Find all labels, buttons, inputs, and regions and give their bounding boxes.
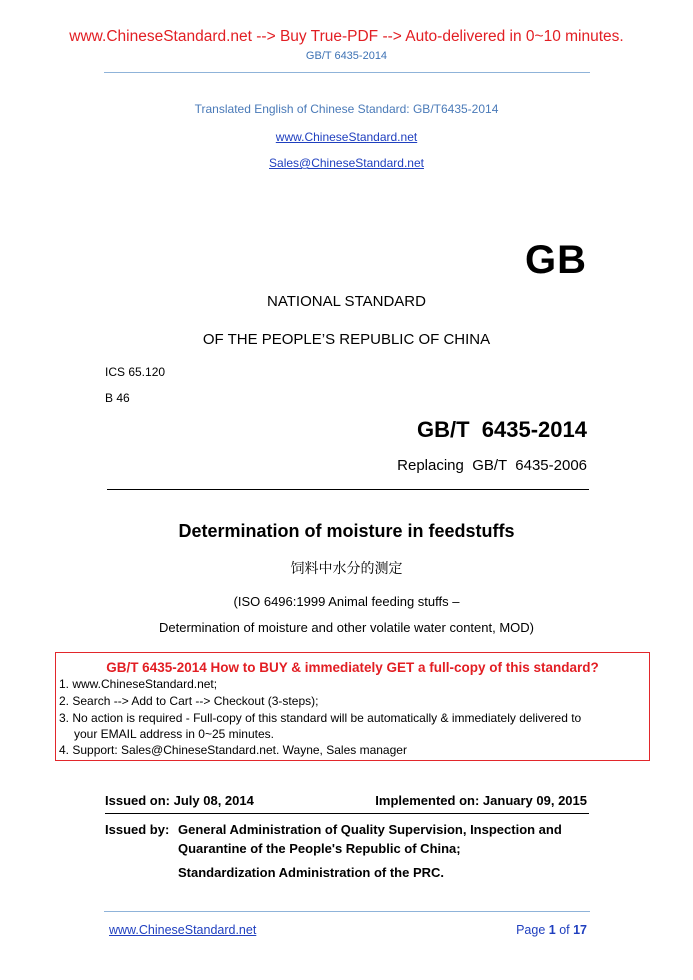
title-divider — [107, 489, 589, 490]
issuer-aqsiq-line2: Quarantine of the People's Republic of China; — [178, 841, 461, 856]
standard-number: GB/T 6435-2014 — [417, 417, 587, 442]
iso-reference-line2: Determination of moisture and other volatile water content, MOD) — [158, 620, 534, 635]
purchase-info-box — [55, 652, 650, 761]
issuer-sac: Standardization Administration of the PRC. — [178, 865, 445, 880]
purchase-step-3: 3. No action is required - Full-copy of this standard will be automatically & immediately delivered to — [59, 711, 582, 725]
email-link-wrapper — [0, 156, 693, 170]
website-link-wrapper — [0, 130, 693, 144]
purchase-step-3-continuation: your EMAIL address in 0~25 minutes. — [74, 727, 274, 741]
national-standard-heading: NATIONAL STANDARD — [267, 293, 426, 310]
gb-mark: GB — [525, 238, 587, 282]
footer-website-wrapper — [109, 923, 256, 937]
purchase-step-4: 4. Support: Sales@ChineseStandard.net. Wayne, Sales manager — [59, 743, 407, 757]
issuer-aqsiq-line1: General Administration of Quality Supervision, Inspection and — [178, 822, 562, 837]
dates-divider — [105, 813, 589, 814]
document-title: Determination of moisture in feedstuffs — [178, 521, 515, 541]
top-banner-link[interactable]: www.ChineseStandard.net --> Buy True-PDF --> Auto-delivered in 0~10 minutes. — [69, 28, 624, 45]
page-of: of — [555, 923, 574, 937]
email-link[interactable]: Sales@ChineseStandard.net — [269, 156, 424, 170]
footer-divider — [104, 911, 590, 912]
replacing-standard: Replacing GB/T 6435-2006 — [397, 457, 587, 474]
ccs-code: B 46 — [105, 391, 130, 405]
translation-note: Translated English of Chinese Standard: GB/T6435-2014 — [194, 102, 499, 116]
website-link[interactable]: www.ChineseStandard.net — [275, 130, 418, 144]
purchase-step-1: 1. www.ChineseStandard.net; — [59, 677, 218, 691]
page-label: Page — [516, 923, 549, 937]
implemented-on-date: Implemented on: January 09, 2015 — [375, 793, 587, 808]
header-divider — [104, 72, 590, 73]
page-indicator — [516, 923, 587, 937]
page-total: 17 — [573, 923, 587, 937]
page-current: 1 — [548, 923, 556, 937]
document-title-chinese: 饲料中水分的测定 — [290, 561, 403, 577]
header-standard-code: GB/T 6435-2014 — [305, 50, 388, 62]
prc-heading: OF THE PEOPLE’S REPUBLIC OF CHINA — [202, 331, 491, 348]
issued-by-label: Issued by: — [105, 822, 170, 837]
iso-reference-line1: (ISO 6496:1999 Animal feeding stuffs – — [233, 594, 460, 609]
purchase-box-title: GB/T 6435-2014 How to BUY & immediately GET a full-copy of this standard? — [106, 660, 599, 675]
footer-website-link[interactable]: www.ChineseStandard.net — [109, 923, 257, 937]
ics-code: ICS 65.120 — [105, 365, 166, 379]
issued-on-date: Issued on: July 08, 2014 — [105, 793, 254, 808]
purchase-step-2: 2. Search --> Add to Cart --> Checkout (3-steps); — [59, 694, 319, 708]
